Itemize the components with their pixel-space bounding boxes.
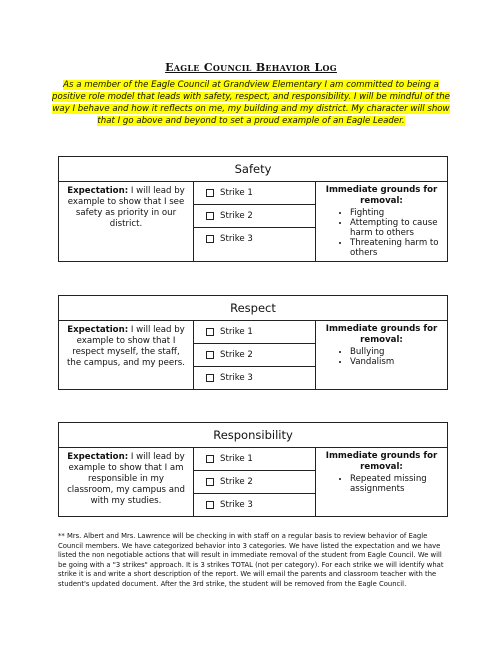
grounds-title: Immediate grounds for removal: [325, 324, 438, 345]
grounds-item: • Threatening harm to others [350, 238, 443, 258]
expectation-label: Expectation: [67, 186, 129, 196]
expectation-cell [59, 321, 194, 389]
strikes-column [194, 321, 316, 389]
checkbox-icon [206, 189, 214, 197]
strike-label: Strike 1 [220, 454, 253, 464]
section-safety [58, 156, 448, 262]
strike-1-checkbox[interactable] [194, 448, 315, 471]
strike-label: Strike 2 [220, 477, 253, 487]
checkbox-icon [206, 212, 214, 220]
strike-label: Strike 3 [220, 234, 253, 244]
checkbox-icon [206, 328, 214, 336]
strike-label: Strike 2 [220, 211, 253, 221]
grounds-title: Immediate grounds for removal: [325, 185, 438, 206]
expectation-label: Expectation: [67, 452, 129, 462]
grounds-cell [316, 182, 447, 261]
checkbox-icon [206, 455, 214, 463]
grounds-item: • Fighting [350, 208, 443, 218]
expectation-label: Expectation: [67, 325, 129, 335]
expectation-text: I will lead by example to show that I respect myself, the staff, the campus, and my peers. [67, 325, 185, 368]
section-respect [58, 295, 448, 390]
section-responsibility [58, 422, 448, 517]
strike-label: Strike 1 [220, 327, 253, 337]
strike-label: Strike 1 [220, 188, 253, 198]
expectation-text: I will lead by example to show that I see safety as priority in our district. [67, 186, 185, 229]
checkbox-icon [206, 235, 214, 243]
grounds-cell [316, 448, 447, 516]
strike-2-checkbox[interactable] [194, 205, 315, 228]
checkbox-icon [206, 501, 214, 509]
strike-label: Strike 3 [220, 500, 253, 510]
strike-2-checkbox[interactable] [194, 471, 315, 494]
intro-text: As a member of the Eagle Council at Grandview Elementary I am committed to being a positive role model that leads with safety, respect, and responsibility. I will be mindful of the way I behave and how it reflects on me, my building and my district. My character will show that I go above and beyond to set a proud example of an Eagle Leader. [52, 80, 450, 126]
strike-2-checkbox[interactable] [194, 344, 315, 367]
checkbox-icon [206, 351, 214, 359]
strike-label: Strike 2 [220, 350, 253, 360]
section-heading: Responsibility [59, 423, 447, 448]
grounds-item: • Repeated missing assignments [350, 474, 443, 494]
strikes-column [194, 448, 316, 516]
expectation-text: I will lead by example to show that I am responsible in my classroom, my campus and with my studies. [67, 452, 185, 506]
grounds-list [320, 208, 443, 258]
grounds-cell [316, 321, 447, 389]
section-heading: Safety [59, 157, 447, 182]
strike-label: Strike 3 [220, 373, 253, 383]
strike-3-checkbox[interactable] [194, 494, 315, 516]
grounds-list [320, 474, 443, 494]
intro-statement [52, 79, 450, 127]
expectation-cell [59, 448, 194, 516]
checkbox-icon [206, 374, 214, 382]
strike-3-checkbox[interactable] [194, 228, 315, 250]
section-heading: Respect [59, 296, 447, 321]
grounds-list [320, 347, 443, 367]
grounds-title: Immediate grounds for removal: [325, 451, 438, 472]
grounds-item: • Bullying [350, 347, 443, 357]
footnote: ** Mrs. Albert and Mrs. Lawrence will be checking in with staff on a regular basis to review behavior of Eagle Council members. We have categorized behavior into 3 categories. We have listed the expectation and we have listed the non negotiable actions that will result in immediate removal of the student from Eagle Council. We will be going with a "3 strikes" approach. It is 3 strikes TOTAL (not per category). For each strike we will identify what strike it is and write a short description of the report. We will email the parents and classroom teacher with the student's updated document. After the 3rd strike, the student will be removed from the Eagle Council. [58, 532, 444, 588]
grounds-item: • Vandalism [350, 357, 443, 367]
checkbox-icon [206, 478, 214, 486]
strike-1-checkbox[interactable] [194, 321, 315, 344]
expectation-cell [59, 182, 194, 261]
strike-3-checkbox[interactable] [194, 367, 315, 389]
strikes-column [194, 182, 316, 261]
grounds-item: • Attempting to cause harm to others [350, 218, 443, 238]
strike-1-checkbox[interactable] [194, 182, 315, 205]
page-title: Eagle Council Behavior Log [165, 61, 337, 74]
